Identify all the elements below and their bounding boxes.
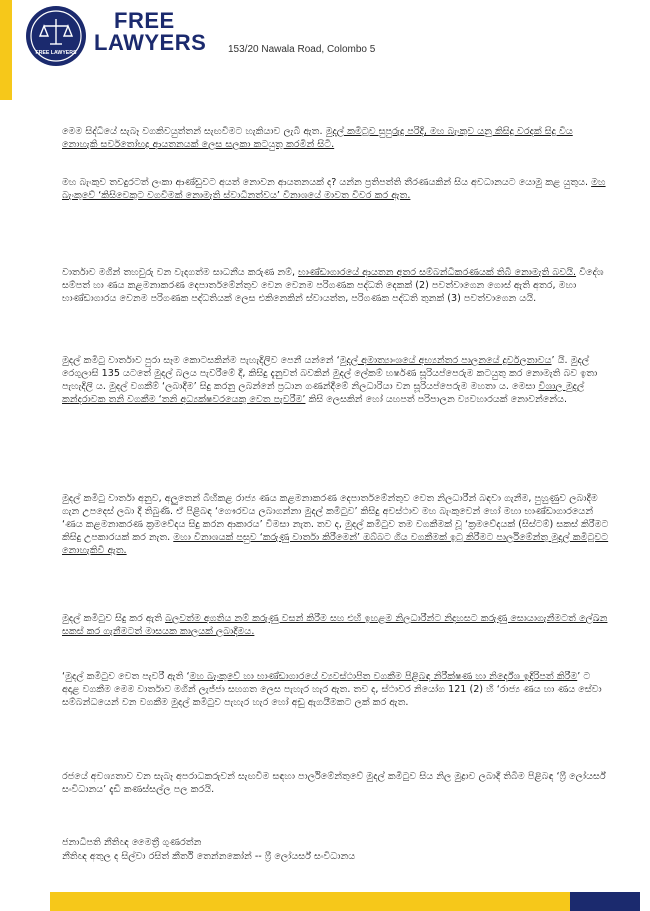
paragraph-8 <box>62 770 610 796</box>
footer-navy-bar <box>570 892 640 911</box>
paragraph-5 <box>62 492 610 557</box>
logo-wordmark: FREE LAWYERS <box>35 50 77 56</box>
paragraph-3-emphasis: භාණ්ඩාගාරයේ ආයතන අතර සම්බන්ධීකරණයක් තිබී නොමැති බවයි. <box>298 267 577 278</box>
paragraph-4 <box>62 354 610 406</box>
paragraph-2-text: මහ බැංකුව තවදුරටත් ලංකා ආණ්ඩුවට අයත් නොවන ආයතනයක් ද? යන්න ප්‍රතිපත්ති තීරණයකින් සිය අවධානයට යොමු කළ යුතුය. <box>62 177 592 188</box>
footer-yellow-bar <box>50 892 570 911</box>
signature-line-1: ජනාධිපති නීතිඥ මෛත්‍රී ගුණරත්න <box>62 837 202 848</box>
paragraph-5-emphasis: මහා විනාශයක් පසුව ‘කරුණු වාර්තා කිරීමෙන්’ ඔබ්බට ගිය වගකීමක් ඉටු කිරීමට පාර්ලිමේන්තු මුදල් කමිටුවට නොහැකිවී ඇත. <box>62 532 609 556</box>
paragraph-2 <box>62 176 610 202</box>
free-lawyers-logo <box>24 4 88 68</box>
header-accent-bar <box>0 0 12 100</box>
brand-line-2: LAWYERS <box>94 30 207 55</box>
paragraph-7-emphasis: මහ බැංකුවේ හා භාණ්ඩාගාරයේ ව්‍යවස්ථාපිත වගකීම පිළිබඳ නිරීක්ෂණ හා නිර්දේශ ඉදිරිපත් කිරීම <box>189 671 578 682</box>
paragraph-6-text: මුදල් කමිටුව සිදු කර ඇති <box>62 613 166 624</box>
paragraph-7-text: ‘මුදල් කමිටුව වෙත පැවරී ඇති ‘ <box>62 671 190 682</box>
paragraph-6 <box>62 612 610 638</box>
paragraph-4-emphasis-2: විශාල මුදල් කන්දරාවක තනි වගකීම ‘තනි අධ්‍යක්ෂවරයෙකු වෙත පැවරීම’ <box>62 381 585 405</box>
paragraph-7 <box>62 670 610 709</box>
signature-block <box>62 836 355 864</box>
paragraph-3-text: වාර්තාව මගින් තහවුරු වන වැදගත්ම සාධනීය කරුණ නම්, <box>62 267 299 278</box>
paragraph-1-text: මෙම සිද්ධියේ සැබෑ වගකිවයුත්තන් සැඟවීමට හැකියාව ලැබී ඇත. <box>62 126 326 137</box>
paragraph-4-text: මුදල් කමිටු වාර්තාව පුරා සෑම කොටසකින්ම පැහැදිලිව පෙනී යන්නේ ‘ <box>62 355 340 366</box>
office-address: 153/20 Nawala Road, Colombo 5 <box>228 44 376 55</box>
paragraph-8-text: රජයේ අවශ්‍යතාව වන සැබෑ අපරාධකරුවන් සැඟවීම සඳහා පාර්ලිමේන්තුවේ මුදල් කමිටුව සිය නිල මුද්‍රාව ලබාදී තිබීම පිළිබඳ ‘ෆ්‍රී ලෝයර්ස් සංවිධානය’ දැඩි කණස්සල්ල පල කරයි. <box>62 771 606 795</box>
brand-line-1: FREE <box>114 8 175 33</box>
paragraph-4-tail-2: කිසි ලෙසකින් හෝ යහපත් පරිපාලන ව්‍යවහාරයක් නොවන්නේය. <box>305 394 568 405</box>
paragraph-7-tail: ’ ට අදාළ වගකීම මෙම වාර්තාව මගින් ලැජ්ජා සහගත ලෙස පැහැර හැර ඇත. තව ද, ස්ථාවර නියෝග 121 (2) හි ‘රාජ්‍ය ණය හා ණය සේවා සම්බන්ධයෙන් වන වගකීම මුදල් කමිටුව පැහැර හැර හෝ අඩු ඇගයීමකට ලක් කර ඇත. <box>62 671 602 708</box>
paragraph-5-text: මුදල් කමිටු වාර්තා අනුව, අලුතෙන් බිහිකළ රාජ්‍ය ණය කළමනාකරණ දෙපාර්තමේන්තුව වෙත නිලධාරීන් බඳවා ගැනීම, පුහුණුව ලබාදීම ගැන උපදෙස් ලබා දී තිබුණි. ඒ පිළිබඳ ‘ගෞරවය ලබාගන්නා මුදල් කමිටුව’ කිසිදු අවස්ථාව මහ බැංකුවෙන් හෝ මහා භාණ්ඩාගාරයෙන් ‘ණය කළමනාකරණ ක්‍රමවේදය සිදු කරන ආකාරය’ විමසා නැත. තව ද, මුදල් කමිටුව තම වගකීමක් වූ ‘ක්‍රමවේදයක් (සිස්ටම්) සකස් කිරීමට කිසිදු උපකාරයක් කර නැත. <box>62 493 609 543</box>
paragraph-6-emphasis: බලවත්ම අගතිය නම් කරුණු වසන් කිරීම සහ එහි ඉහළම නිලධාරීන්ට නිදහසට කරුණු සොයාගැනීමටත් ලේඛන සකස් කර ගැනීමටත් මාසයක කාලයක් ලබාදීමය. <box>62 613 608 637</box>
paragraph-3-tail: විදේශ සම්පත් හා ණය කළමනාකරණ දෙපාර්තමේන්තුව වෙන වෙනම පරිගණක පද්ධති දෙකක් (2) පවත්වාගෙන ගොස් ඇති අතර, මහා භාණ්ඩාගාරය වෙනම පරිගණක පද්ධතියක් ලෙස එකිනෙකින් ස්වායත්ත, පරිගණක පද්ධති තුනක් (3) පවත්වාගෙන යයි. <box>62 267 604 304</box>
paragraph-3 <box>62 266 610 305</box>
brand-name <box>94 10 206 54</box>
paragraph-1 <box>62 125 610 151</box>
paragraph-2-emphasis: මහ බැංකුවේ ‘කිසිවෙකුට වගවීමක් නොමැති ස්වාධීනත්වය’ විනාශයේ මාවත විවර කර ඇත. <box>62 177 606 201</box>
paragraph-4-emphasis: මුදල් අමාත්‍යාංශයේ අභ්‍යන්තර පාලනයේ දුර්වලතාවය <box>339 355 552 366</box>
signature-line-2: නීතිඥ අතුල ද සිල්වා රසිත් කීර්ති තෙන්නකෝන් -- ෆ්‍රී ලෝයර්ස් සංවිධානය <box>62 851 356 862</box>
paragraph-1-emphasis: මුදල් කමිටුව සුපුරුදු පරිදි, මහ බැංකුව යනු කිසිදු වරදක් සිදු විය නොහැකි සර්වතෝභද්‍ර ආයතනයක් ලෙස සලකා කටයුතු කරමින් සිටී. <box>62 126 573 150</box>
paragraph-4-tail: ’ යි. මුදල් රෙගුලාසි 135 යටතේ මුදල් බලය පැවරීමේ දී, කිසිදු දැනුවත් බවකින් මුදල් ලේකම් හර්ෂණ සූරියප්පෙරුම කටයුතු කර නොමැති බව ඉතා පැහැදිලි ය. මුදල් වගකීම් ‘ලබාදීම’ සිදු කරනු ලබන්නේ ප්‍රධාන ගණන්දීමේ නිලධාරියා වන සූරියප්පෙරුම මහතා ය. මෙසා <box>62 355 598 392</box>
